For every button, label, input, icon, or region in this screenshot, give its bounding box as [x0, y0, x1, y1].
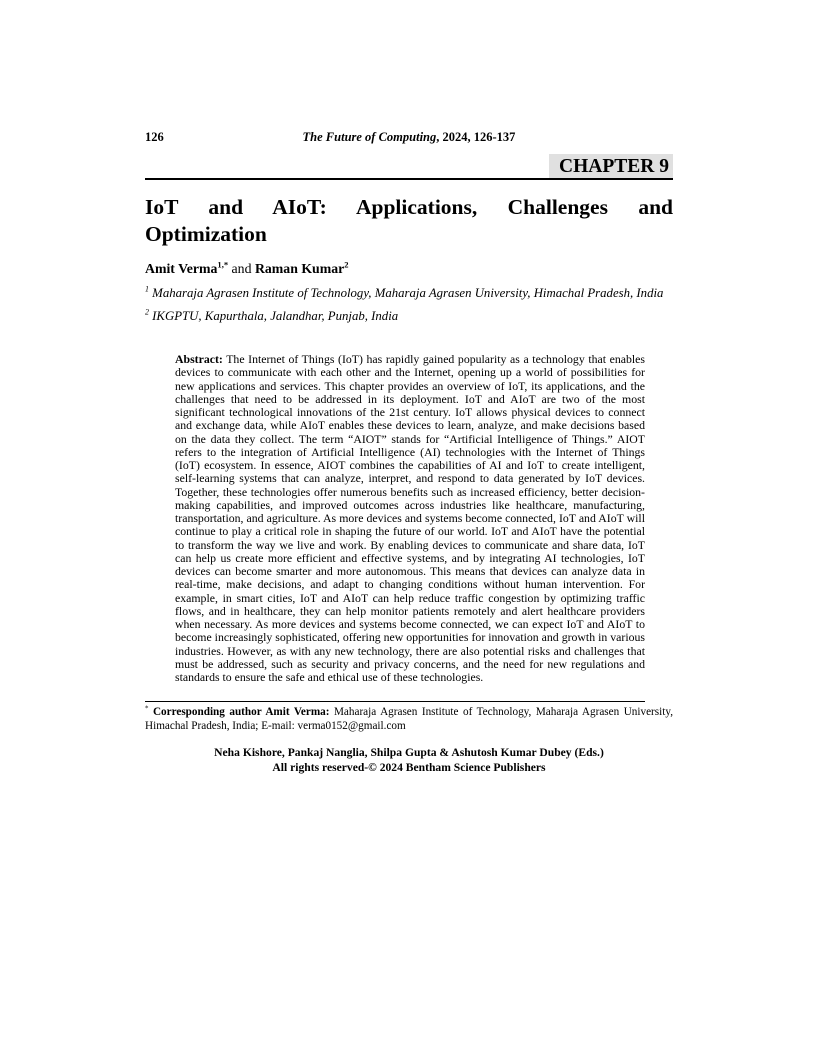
footnote-marker: *	[145, 704, 149, 713]
footnote-text	[145, 706, 673, 733]
affiliation-2	[145, 308, 673, 325]
page-number: 126	[145, 130, 164, 144]
corresponding-author-footnote	[145, 701, 673, 733]
chapter-title-line1: IoT and AIoT: Applications, Challenges and	[145, 195, 673, 219]
affiliations	[145, 285, 673, 324]
author-1-affiliation-marker: 1,*	[217, 259, 229, 270]
author-2-name: Raman Kumar	[254, 261, 345, 276]
abstract-label: Abstract:	[175, 352, 223, 366]
footnote-bold-lead: Corresponding author Amit Verma:	[148, 706, 330, 719]
journal-title: The Future of Computing	[302, 130, 437, 144]
abstract	[175, 353, 645, 684]
chapter-title-line2: Optimization	[145, 222, 267, 246]
footnote-divider	[145, 701, 645, 702]
running-head	[145, 130, 673, 145]
abstract-text: The Internet of Things (IoT) has rapidly gained popularity as a technology that enables devices to communicate with each other and the Internet, opening up a world of possibilities for new applications and services. This chapter provides an overview of IoT, its applications, and the challenges that need to be addressed in its deployment. IoT and AIoT are two of the most significant technological innovations of the 21st century. IoT allows physical devices to connect and exchange data, while AIoT enables these devices to learn, analyze, and make decisions based on the data they collect. The term “AIOT” stands for “Artificial Intelligence of Things.” AIOT refers to the integration of Artificial Intelligence (AI) technologies with the Internet of Things (IoT) ecosystem. In essence, AIOT combines the capabilities of AI and IoT to create intelligent, self-learning systems that can analyze, interpret, and respond to data generated by IoT devices. Together, these technologies offer numerous benefits such as increased efficiency, better decision-making capabilities, and improved outcomes across industries like healthcare, manufacturing, transportation, and agriculture. As more devices and systems become connected, IoT and AIoT will continue to play a critical role in shaping the future of our world. IoT and AIoT have the potential to transform the way we live and work. By enabling devices to communicate and share data, IoT can help us create more efficient and effective systems, and by integrating AI technologies, IoT devices can become smarter and more autonomous. This means that devices can analyze data in real-time, make decisions, and adapt to changing conditions without human intervention. For example, in smart cities, IoT and AIoT can help reduce traffic congestion by optimizing traffic flows, and in healthcare, they can help monitor patients remotely and alert healthcare providers when necessary. As more devices and systems become connected, we can expect IoT and AIoT to become increasingly sophisticated, offering new opportunities for innovation and growth in various industries. However, as with any new technology, there are also potential risks and challenges that must be addressed, such as security and privacy concerns, and the need for new regulations and standards to ensure the safe and ethical use of these technologies.	[175, 352, 645, 684]
author-2-affiliation-marker: 2	[344, 259, 349, 270]
footnote-body: Maharaja Agrasen Institute of Technology, Maharaja Agrasen University, Himachal Pradesh, India; E-mail: verma0152@gmail.com	[145, 706, 673, 732]
publisher-block	[145, 746, 673, 775]
book-chapter-page	[145, 0, 673, 775]
author-1-name: Amit Verma	[145, 261, 218, 276]
authors-connector: and	[228, 261, 255, 276]
affiliation-1	[145, 285, 673, 302]
chapter-banner	[145, 154, 673, 180]
chapter-title	[145, 194, 673, 248]
affiliation-2-text: IKGPTU, Kapurthala, Jalandhar, Punjab, India	[148, 308, 399, 323]
authors-line	[145, 261, 673, 277]
affiliation-1-marker: 1	[145, 284, 149, 294]
journal-citation-suffix: , 2024, 126-137	[436, 130, 516, 144]
journal-reference	[145, 130, 673, 145]
affiliation-1-text: Maharaja Agrasen Institute of Technology, Maharaja Agrasen University, Himachal Pradesh, India	[148, 286, 664, 300]
affiliation-2-marker: 2	[145, 307, 149, 317]
editors-line: Neha Kishore, Pankaj Nanglia, Shilpa Gupta & Ashutosh Kumar Dubey (Eds.)	[214, 746, 604, 760]
copyright-line: All rights reserved-© 2024 Bentham Science Publishers	[272, 760, 546, 774]
chapter-number-label: CHAPTER 9	[549, 154, 673, 178]
